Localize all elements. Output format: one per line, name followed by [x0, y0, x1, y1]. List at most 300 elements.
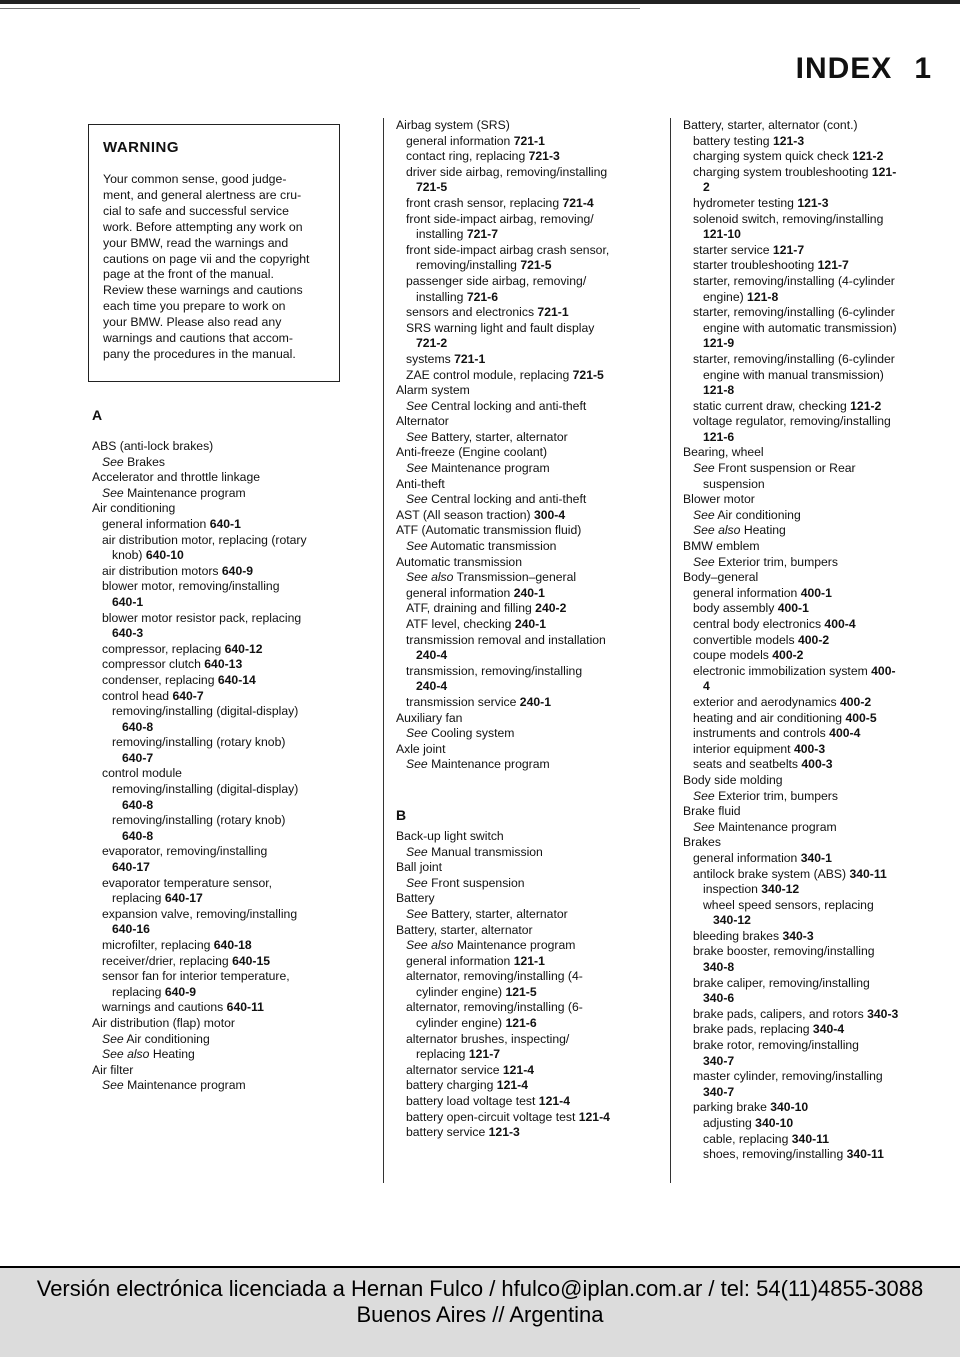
index-entry: compressor clutch 640-13 [102, 657, 243, 672]
index-entry: central body electronics 400-4 [693, 617, 856, 631]
page-reference: 121-4 [502, 1062, 535, 1077]
index-entry: battery charging 121-4 [406, 1078, 528, 1093]
index-entry [683, 336, 953, 352]
index-entry: Blower motor [683, 492, 755, 507]
page-reference: 640-13 [204, 657, 243, 672]
index-entry: alternator brushes, inspecting/ [406, 1031, 570, 1046]
page-reference: 640-8 [122, 719, 154, 734]
see-reference: See [406, 875, 428, 890]
index-entry: front side-impact airbag crash sensor, [406, 242, 610, 257]
page-reference: 121-5 [505, 984, 537, 999]
index-entry [92, 720, 352, 736]
index-entry: seats and seatbelts 400-3 [693, 757, 833, 772]
index-entry: Airbag system (SRS) [396, 118, 510, 132]
page-reference: 121-2 [852, 149, 884, 164]
index-entry: SRS warning light and fault display [406, 320, 595, 335]
index-entry: ATF, draining and filling 240-2 [406, 601, 567, 616]
page-reference: 340-10 [755, 1116, 794, 1130]
page-reference: 121-1 [513, 953, 545, 968]
page-reference: 121-2 [850, 398, 882, 413]
see-reference: See [102, 1031, 124, 1046]
index-entry: See also Heating [693, 523, 786, 538]
page-reference: 340-11 [791, 1131, 830, 1146]
page-reference: 721-6 [466, 289, 498, 304]
index-entry: shoes, removing/installing 340-11 [703, 1147, 884, 1162]
column-divider-1 [383, 118, 384, 1183]
index-entry: brake rotor, removing/installing [693, 1038, 859, 1053]
see-reference: See [693, 461, 715, 476]
warning-box [88, 124, 340, 382]
index-entry: wheel speed sensors, replacing [703, 897, 874, 912]
page-reference: 4 [703, 679, 710, 694]
index-entry: Air distribution (flap) motor [92, 1015, 235, 1030]
warning-line: ment, and general alertness are cru- [103, 187, 302, 202]
index-entry: removing/installing (rotary knob) [112, 735, 286, 750]
page-reference: 340-12 [761, 882, 800, 897]
page-reference: 121-3 [797, 195, 829, 210]
index-entry [683, 991, 953, 1007]
page-reference: 400-2 [840, 694, 872, 709]
index-entry: cable, replacing 340-11 [703, 1131, 830, 1146]
index-entry: ATF level, checking 240-1 [406, 617, 546, 631]
index-entry [92, 595, 352, 611]
see-reference: See [102, 1078, 124, 1093]
index-list-a-continued [396, 118, 660, 773]
index-entry: See Exterior trim, bumpers [693, 788, 838, 803]
index-entry: charging system troubleshooting 121- [693, 164, 897, 179]
page-reference: 640-11 [226, 1000, 264, 1015]
warning-line: page at the front of the manual. [103, 267, 274, 282]
page-reference: 640-17 [164, 891, 203, 906]
page-reference: 340-7 [703, 1084, 735, 1099]
index-entry: convertible models 400-2 [693, 632, 830, 647]
page-reference: 400-5 [845, 710, 877, 725]
index-entry: See Air conditioning [102, 1031, 210, 1046]
index-entry: See Battery, starter, alternator [406, 906, 568, 921]
index-entry [396, 180, 660, 196]
top-rule-thin [0, 8, 640, 9]
page-reference: 640-1 [209, 516, 241, 531]
index-entry: driver side airbag, removing/installing [406, 164, 608, 179]
index-entry [92, 922, 352, 938]
index-entry: Anti-theft [396, 476, 445, 491]
index-entry [683, 383, 953, 399]
page-reference: 721-1 [537, 305, 569, 320]
index-entry: Brake fluid [683, 804, 741, 819]
page-reference: 400-1 [800, 585, 832, 600]
index-entry: transmission service 240-1 [406, 694, 551, 709]
index-entry: See Maintenance program [102, 485, 246, 500]
index-entry: Auxiliary fan [396, 710, 463, 725]
column-divider-2 [670, 118, 671, 1183]
page-reference: 640-18 [213, 938, 252, 952]
page-reference: 240-2 [535, 601, 567, 616]
index-entry: transmission removal and installation [406, 632, 606, 647]
page-reference: 121-7 [468, 1047, 501, 1062]
index-entry: alternator, removing/installing (6- [406, 1000, 583, 1015]
index-entry [683, 1054, 953, 1070]
index-entry: starter, removing/installing (4-cylinder [693, 273, 895, 288]
index-entry: Brakes [683, 835, 721, 850]
index-entry: blower motor resistor pack, replacing [102, 610, 302, 625]
page-reference: 640-7 [122, 750, 154, 765]
see-reference: See also [693, 523, 741, 538]
page-reference: 121-8 [703, 383, 735, 398]
warning-line: your BMW. Please also read any [103, 315, 282, 330]
index-entry [396, 679, 660, 695]
index-entry [396, 648, 660, 664]
index-entry: Battery, starter, alternator [396, 922, 533, 937]
see-reference: See [102, 454, 124, 469]
index-entry: battery testing 121-3 [693, 133, 805, 148]
index-list-b-continued [683, 118, 953, 1163]
index-entry: See Air conditioning [693, 507, 801, 522]
index-entry [683, 913, 953, 929]
page-reference: 721-5 [572, 367, 604, 382]
index-entry: brake caliper, removing/installing [693, 975, 870, 990]
index-entry: BMW emblem [683, 539, 760, 554]
page-reference: 340-11 [846, 1147, 884, 1162]
see-reference: See [693, 819, 715, 834]
index-entry: Alarm system [396, 383, 470, 398]
page-reference: 121- [871, 164, 897, 179]
index-entry: master cylinder, removing/installing [693, 1069, 883, 1084]
page-reference: 300-4 [533, 507, 566, 522]
page-reference: 400-4 [829, 726, 861, 741]
page-reference: 640-7 [172, 688, 204, 703]
index-entry: adjusting 340-10 [703, 1116, 794, 1130]
index-entry: voltage regulator, removing/installing [693, 414, 891, 429]
index-entry: evaporator, removing/installing [102, 844, 268, 859]
top-rule [0, 0, 960, 4]
index-entry: Alternator [396, 414, 449, 429]
page-reference: 340-1 [800, 850, 832, 865]
index-entry: removing/installing (rotary knob) [112, 813, 286, 828]
warning-line: pany the procedures in the manual. [103, 346, 296, 361]
warning-line: work. Before attempting any work on [103, 219, 303, 234]
index-entry: See Manual transmission [406, 844, 543, 859]
page-reference: 121-3 [772, 133, 805, 148]
index-entry [683, 227, 953, 243]
index-entry: general information 721-1 [406, 133, 545, 148]
page-reference: 121-4 [496, 1078, 528, 1093]
warning-line: Review these warnings and cautions [103, 283, 303, 298]
see-reference: See [102, 485, 124, 500]
index-entry: removing/installing (digital-display) [112, 704, 299, 719]
index-entry: See Automatic transmission [406, 539, 557, 554]
page-reference: 640-8 [122, 797, 154, 812]
index-entry [92, 860, 352, 876]
page-reference: 640-8 [122, 828, 154, 843]
index-entry: starter, removing/installing (6-cylinder [693, 351, 895, 366]
page-reference: 340-12 [713, 913, 751, 928]
index-entry: See also Transmission–general [406, 570, 577, 585]
see-reference: See [406, 844, 428, 859]
index-entry: front crash sensor, replacing 721-4 [406, 195, 594, 210]
index-entry: See also Maintenance program [406, 938, 576, 953]
page-reference: 640-16 [112, 922, 150, 937]
index-entry: air distribution motor, replacing (rotary [102, 532, 307, 547]
page-reference: 640-12 [224, 641, 263, 656]
page-reference: 400-3 [793, 741, 826, 756]
page-header [796, 52, 932, 86]
index-entry: See Front suspension [406, 875, 525, 890]
index-entry: bleeding brakes 340-3 [693, 928, 814, 943]
index-entry: battery service 121-3 [406, 1125, 520, 1140]
index-entry: See Battery, starter, alternator [406, 429, 568, 444]
see-reference: See [406, 726, 428, 741]
index-entry: systems 721-1 [406, 351, 486, 366]
page-reference: 640-17 [112, 860, 150, 875]
see-reference: See [693, 554, 715, 569]
see-reference: See [406, 461, 428, 476]
index-entry: charging system quick check 121-2 [693, 149, 884, 164]
page-reference: 340-4 [812, 1022, 845, 1037]
index-entry: instruments and controls 400-4 [693, 726, 861, 741]
page-reference: 400- [871, 663, 896, 678]
index-entry: See also Heating [102, 1047, 195, 1062]
page-reference: 640-10 [145, 548, 184, 563]
header-title: INDEX [795, 52, 893, 85]
index-entry: suspension [703, 476, 765, 491]
page-reference: 240-1 [519, 694, 551, 709]
index-entry: replacing 640-17 [112, 891, 203, 906]
page-reference: 240-4 [416, 648, 448, 663]
index-entry [92, 626, 352, 642]
license-line: Versión electrónica licenciada a Hernan Fulco / hfulco@iplan.com.ar / tel: 54(11)4855-3088 [36, 1276, 924, 1301]
index-entry [683, 960, 953, 976]
see-reference: See [406, 906, 428, 921]
warning-line: each time you prepare to work on [103, 299, 286, 314]
index-list-a [92, 439, 352, 1094]
page-reference: 340-11 [849, 866, 887, 881]
index-entry: solenoid switch, removing/installing [693, 211, 884, 226]
index-entry: coupe models 400-2 [693, 648, 804, 663]
index-entry: interior equipment 400-3 [693, 741, 826, 756]
index-entry: Anti-freeze (Engine coolant) [396, 445, 548, 460]
index-entry: See Brakes [102, 454, 166, 469]
index-entry: Axle joint [396, 741, 446, 756]
index-entry: Battery, starter, alternator (cont.) [683, 118, 858, 132]
page-reference: 400-4 [824, 617, 856, 631]
index-entry: control head 640-7 [102, 688, 204, 703]
warning-line: your BMW, read the warnings and [103, 235, 289, 250]
index-entry: static current draw, checking 121-2 [693, 398, 882, 413]
index-entry: expansion valve, removing/installing [102, 906, 298, 921]
index-entry: contact ring, replacing 721-3 [406, 149, 560, 164]
page-reference: 340-7 [703, 1053, 735, 1068]
index-entry: installing 721-6 [416, 289, 498, 304]
page-reference: 400-2 [772, 648, 804, 663]
page-reference: 121-4 [578, 1109, 610, 1124]
page-reference: 640-1 [112, 594, 144, 609]
index-entry: Battery [396, 891, 435, 906]
index-entry: Ball joint [396, 860, 443, 875]
index-entry [683, 430, 953, 446]
page-reference: 340-6 [703, 991, 735, 1006]
index-entry [683, 1085, 953, 1101]
page-reference: 400-3 [801, 757, 833, 772]
index-entry: Accelerator and throttle linkage [92, 470, 261, 485]
page-reference: 721-3 [528, 149, 560, 164]
index-entry [92, 829, 352, 845]
index-entry: brake booster, removing/installing [693, 944, 875, 959]
page-reference: 121-3 [488, 1125, 520, 1140]
page-reference: 121-7 [817, 258, 849, 273]
index-entry: general information 121-1 [406, 953, 545, 968]
page-number: 1 [914, 52, 932, 85]
page-reference: 640-9 [221, 563, 254, 578]
index-entry: engine with manual transmission) [703, 367, 884, 382]
index-entry: general information 340-1 [693, 850, 832, 865]
page-reference: 121-7 [772, 242, 805, 257]
page-reference: 721-5 [520, 258, 552, 273]
page-reference: 721-1 [454, 351, 486, 366]
index-column-2 [396, 118, 660, 1141]
page-reference: 121-6 [505, 1016, 537, 1031]
index-entry: See Exterior trim, bumpers [693, 554, 838, 569]
see-reference: See also [102, 1047, 150, 1062]
index-entry: installing 721-7 [416, 227, 498, 242]
index-entry: hydrometer testing 121-3 [693, 195, 829, 210]
page-reference: 121-8 [747, 289, 779, 304]
index-entry: blower motor, removing/installing [102, 579, 280, 594]
page-reference: 400-2 [798, 632, 830, 647]
license-footer [0, 1268, 960, 1357]
index-entry: See Maintenance program [406, 461, 550, 476]
index-entry: cylinder engine) 121-5 [416, 984, 537, 999]
index-entry: sensor fan for interior temperature, [102, 969, 290, 984]
index-entry: microfilter, replacing 640-18 [102, 938, 252, 952]
page-reference: 640-14 [217, 672, 256, 687]
index-entry: ATF (Automatic transmission fluid) [396, 523, 582, 538]
page-reference: 340-10 [770, 1100, 809, 1115]
page-reference: 2 [703, 180, 710, 195]
index-entry: general information 640-1 [102, 516, 241, 531]
page-reference: 400-1 [777, 601, 809, 616]
index-entry: alternator, removing/installing (4- [406, 969, 583, 984]
index-entry: starter, removing/installing (6-cylinder [693, 305, 895, 320]
index-entry: warnings and cautions 640-11 [102, 1000, 264, 1015]
index-entry: heating and air conditioning 400-5 [693, 710, 877, 725]
index-entry: evaporator temperature sensor, [102, 875, 273, 890]
section-letter-b: B [396, 806, 407, 823]
index-entry: ZAE control module, replacing 721-5 [406, 367, 604, 382]
see-reference: See [406, 757, 428, 772]
see-reference: See [406, 492, 428, 507]
index-entry: See Maintenance program [406, 757, 550, 772]
index-entry: exterior and aerodynamics 400-2 [693, 694, 872, 709]
index-entry: passenger side airbag, removing/ [406, 273, 587, 288]
see-reference: See [693, 507, 715, 522]
index-entry: See Maintenance program [693, 819, 837, 834]
index-entry: engine with automatic transmission) [703, 320, 897, 335]
index-entry: air distribution motors 640-9 [102, 563, 254, 578]
index-entry: compressor, replacing 640-12 [102, 641, 263, 656]
index-entry: battery load voltage test 121-4 [406, 1094, 570, 1109]
index-entry: See Central locking and anti-theft [406, 398, 587, 413]
index-entry: Air filter [92, 1062, 134, 1077]
index-entry [92, 751, 352, 767]
warning-line: Your common sense, good judge- [103, 172, 287, 186]
page-reference: 340-8 [703, 960, 735, 975]
see-reference: See [406, 539, 428, 554]
section-letter-a: A [92, 407, 103, 423]
warning-line: warnings and cautions that accom- [103, 331, 294, 346]
index-entry: Body side molding [683, 772, 783, 787]
see-reference: See [693, 788, 715, 803]
index-entry: Body–general [683, 570, 759, 585]
page-reference: 721-1 [513, 133, 545, 148]
index-entry: AST (All season traction) 300-4 [396, 507, 566, 522]
page-reference: 721-7 [466, 227, 498, 242]
index-entry: condenser, replacing 640-14 [102, 672, 256, 687]
index-entry: ABS (anti-lock brakes) [92, 439, 214, 453]
index-entry: removing/installing 721-5 [416, 258, 552, 273]
page-reference: 721-2 [416, 336, 448, 351]
index-entry: inspection 340-12 [703, 882, 800, 897]
warning-line: cautions on page vii and the copyright [103, 251, 310, 266]
index-entry: Back-up light switch [396, 828, 504, 843]
index-entry: general information 240-1 [406, 585, 545, 600]
location-line: Buenos Aires // Argentina [356, 1302, 604, 1327]
index-entry: Bearing, wheel [683, 445, 764, 460]
index-entry [396, 336, 660, 352]
see-reference: See also [406, 570, 454, 585]
index-entry: See Front suspension or Rear [693, 461, 856, 476]
page-reference: 721-4 [562, 195, 594, 210]
page-reference: 121-10 [703, 227, 741, 242]
warning-text [103, 172, 325, 363]
index-entry: See Central locking and anti-theft [406, 492, 587, 507]
warning-line: cial to safe and successful service [103, 203, 289, 218]
index-entry: electronic immobilization system 400- [693, 663, 896, 678]
see-reference: See [406, 429, 428, 444]
index-entry: replacing 121-7 [416, 1047, 501, 1062]
page-reference: 240-4 [416, 679, 448, 694]
index-entry: See Maintenance program [102, 1078, 246, 1093]
index-entry: knob) 640-10 [112, 548, 184, 563]
index-entry: Automatic transmission [396, 554, 522, 569]
index-entry: receiver/drier, replacing 640-15 [102, 953, 271, 968]
see-reference: See also [406, 938, 454, 953]
page-reference: 340-3 [782, 928, 814, 943]
index-entry: sensors and electronics 721-1 [406, 305, 569, 320]
page-reference: 240-1 [514, 617, 546, 631]
index-entry: alternator service 121-4 [406, 1062, 535, 1077]
index-entry: brake pads, replacing 340-4 [693, 1022, 845, 1037]
index-list-b [396, 829, 660, 1141]
see-reference: See [406, 398, 428, 413]
index-entry: Air conditioning [92, 501, 176, 516]
page-reference: 640-3 [112, 626, 144, 641]
page-reference: 721-5 [416, 180, 448, 195]
page-reference: 121-6 [703, 429, 735, 444]
page-reference: 121-4 [538, 1094, 570, 1109]
index-entry: engine) 121-8 [703, 289, 779, 304]
index-entry: starter troubleshooting 121-7 [693, 258, 849, 273]
index-entry: See Cooling system [406, 726, 515, 741]
index-column-3 [683, 118, 953, 1163]
index-entry: replacing 640-9 [112, 984, 197, 999]
page-reference: 640-9 [164, 984, 197, 999]
index-entry: control module [102, 766, 182, 781]
page-reference: 640-15 [232, 953, 271, 968]
index-entry: front side-impact airbag, removing/ [406, 211, 594, 226]
index-entry: general information 400-1 [693, 585, 832, 600]
page-reference: 240-1 [513, 585, 545, 600]
index-entry: starter service 121-7 [693, 242, 805, 257]
